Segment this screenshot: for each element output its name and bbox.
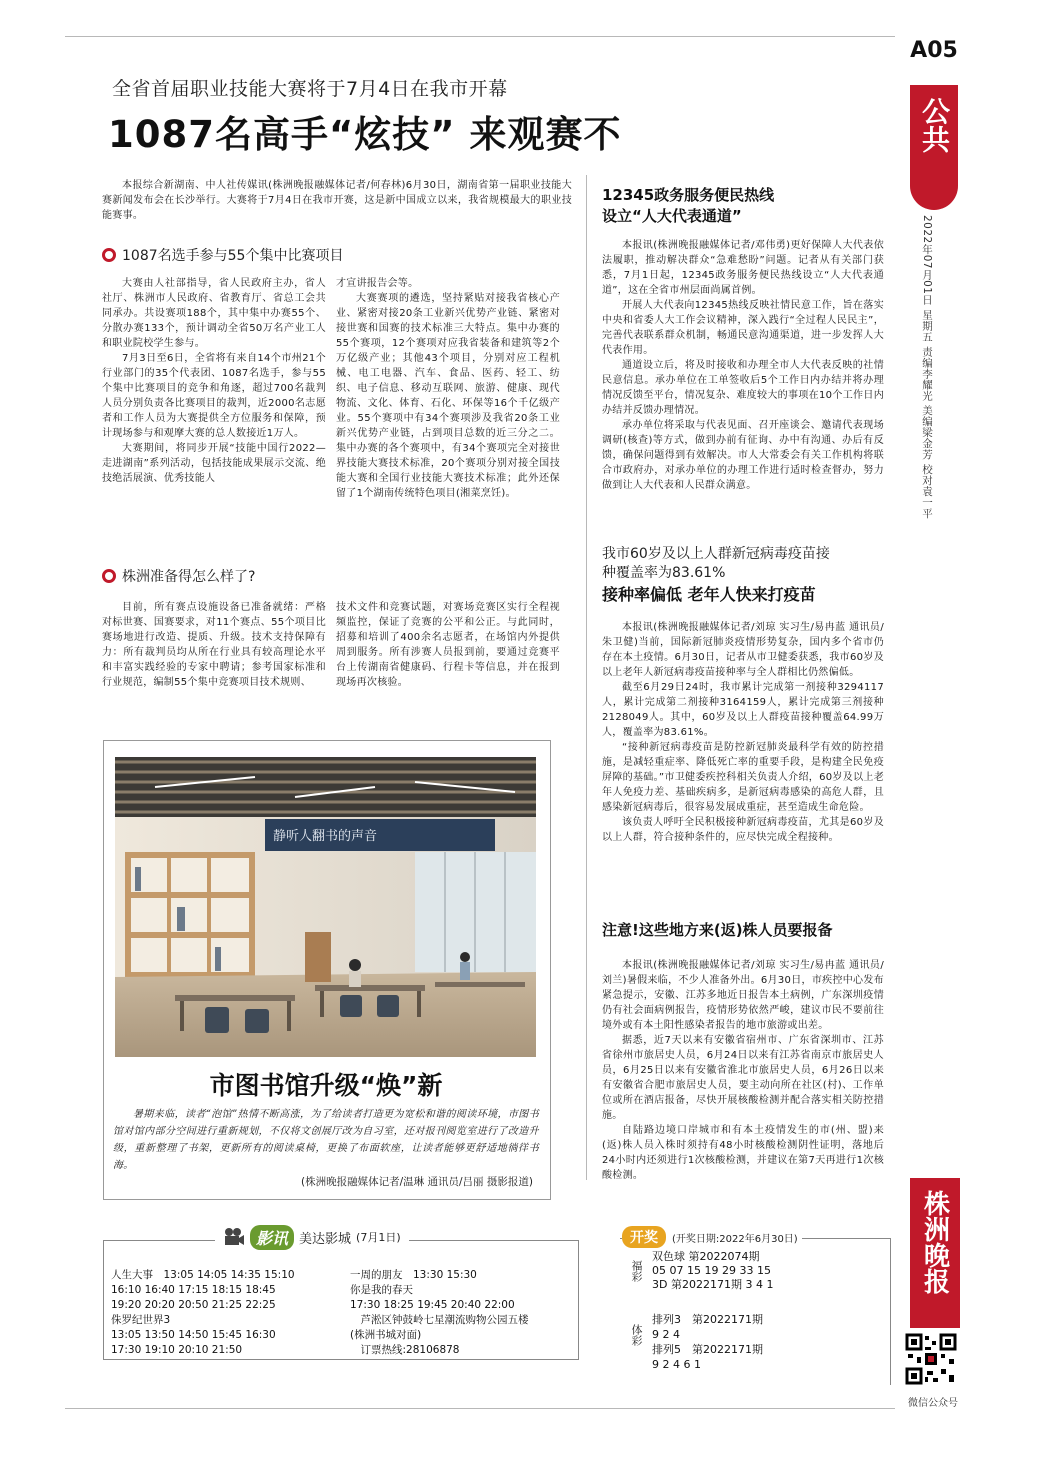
section-heading-2 xyxy=(102,566,255,586)
article-vaccine-title-line1: 我市60岁及以上人群新冠病毒疫苗接 xyxy=(602,546,830,562)
paragraph: 本报讯(株洲晚报融媒体记者/刘琼 实习生/易冉蓝 通讯员/朱卫健)当前，国际新冠肺炎疫情形势复杂，国内多个省市仍存在本土疫情。6月30日，记者从市卫健委获悉，我市60岁及以上老年人新冠病毒疫苗接种率与全人群相比仍然偏低。 xyxy=(602,622,884,678)
sec1-col2 xyxy=(336,276,560,562)
lottery-line: 05 07 15 19 29 33 15 xyxy=(652,1264,771,1277)
lottery-draw-date: (开奖日期:2022年6月30日) xyxy=(672,1233,798,1245)
cinema-schedule-left xyxy=(111,1268,343,1358)
article-report-headline xyxy=(602,920,892,941)
lottery-line: 3D 第2022171期 3 4 1 xyxy=(652,1278,774,1291)
qr-caption: 微信公众号 xyxy=(908,1398,958,1409)
photo-story-caption: 暑期来临，读者“泡馆”热情不断高涨，为了给读者打造更为宽松和谐的阅读环境，市图书馆对馆内部分空间进行重新规划，不仅将文创展厅改为自习室，还对报刊阅览室进行了改造升级，重新整理了书架，更新所有的阅读桌椅，更换了布面软座，让读者能够更舒适地徜徉书海。 xyxy=(113,1109,539,1171)
article-vaccine-title-line2: 种覆盖率为83.61% xyxy=(602,565,726,581)
article-12345-body xyxy=(602,238,884,528)
schedule-line: 17:30 19:10 20:10 21:50 xyxy=(111,1344,243,1356)
bottom-rule xyxy=(65,1408,895,1409)
paragraph: 7月3日至6日，全省将有来自14个市州21个行业部门的35个代表团、1087名选手，参与55个集中比赛项目的竞争和角逐，超过700名裁判人员分别负责各比赛项目的裁判，近2000名志愿者和工作人员为大赛提供全方位服务和保障，预计现场参与和观摩大赛的总人数接近1万人。 xyxy=(102,353,326,439)
lottery-line: 9 2 4 xyxy=(652,1328,680,1341)
article-12345-title-line2: 设立“人大代表通道” xyxy=(602,207,742,225)
sec2-col1 xyxy=(102,600,326,720)
photo-credit: (株洲晚报融媒体记者/温琳 通讯员/吕丽 摄影报道) xyxy=(301,1176,533,1188)
paragraph: 大赛由人社部指导，省人民政府主办，省人社厅、株洲市人民政府、省教育厅、省总工会共同承办。共设赛项188个，其中集中办赛55个、分散办赛133个，预计调动全省50万名产业工人和职业院校学生参与。 xyxy=(102,278,326,349)
paragraph: 技术文件和竞赛试题，对赛场竞赛区实行全程视频监控，保证了竞赛的公平和公正。与此同时，招募和培训了400余名志愿者，在场馆内外提供周到服务。所有涉赛人员报到前，要通过竞赛平台上传湖南省健康码、行程卡等信息，并在报到现场再次核验。 xyxy=(336,602,560,688)
masthead-logo-text: 株洲晚报 xyxy=(919,1190,950,1294)
section-heading-1 xyxy=(102,245,343,265)
sec1-col1 xyxy=(102,276,326,562)
paragraph: 本报讯(株洲晚报融媒体记者/刘琼 实习生/易冉蓝 通讯员/刘兰)暑假来临，不少人准备外出。6月30日，市疾控中心发布紧急提示，安徽、江苏多地近日报告本土病例，广东深圳疫情仍有社会面病例报告，疫情形势依然严峻，建议市民不要前往境外或有本土阳性感染者报告的地市旅游或出差。 xyxy=(602,960,884,1031)
lead-intro xyxy=(102,178,572,223)
paragraph: 开展人大代表向12345热线反映社情民意工作，旨在落实中央和省委人大工作会议精神，深入践行“全过程人民民主”，完善代表联系群众机制，畅通民意沟通渠道，进一步发挥人大代表作用。 xyxy=(602,300,884,356)
schedule-line: 你是我的春天 xyxy=(350,1284,413,1296)
library-photo xyxy=(115,757,536,1057)
column-divider xyxy=(586,175,587,1180)
lottery-line: 排列3 第2022171期 xyxy=(652,1313,763,1326)
paragraph: 承办单位将采取与代表见面、召开座谈会、邀请代表现场调研(核查)等方式，做到办前有征询、办中有沟通、办后有反馈，确保问题得到有效解决。市人大常委会有关工作机构将联合市政府办，对承办单位的办理工作进行适时检查督办，努力做到让人大代表和人民群众满意。 xyxy=(602,420,884,491)
schedule-line: 侏罗纪世界3 xyxy=(111,1314,171,1326)
paragraph: 本报讯(株洲晚报融媒体记者/邓伟勇)更好保障人大代表依法履职，推动解决群众“急难愁盼”问题。记者从有关部门获悉，7月1日起，12345政务服务便民热线设立“人大代表通道”，这在全省市州层面尚属首例。 xyxy=(602,240,884,296)
schedule-line: 芦淞区钟鼓岭七星潮流购物公园五楼 xyxy=(350,1314,529,1326)
qr-code xyxy=(905,1333,957,1385)
lead-title: 1087名高手“炫技” 来观赛不 xyxy=(108,113,622,156)
lottery-label: 开奖 xyxy=(622,1226,666,1248)
sports-results xyxy=(652,1312,763,1372)
schedule-line: 19:20 20:20 20:50 21:25 22:25 xyxy=(111,1299,276,1311)
circle-bullet-icon xyxy=(102,569,116,583)
dateline: 2022年07月01日 星期五 责编李耀光 美编梁金芳 校对袁一平 xyxy=(921,215,933,519)
lottery-line: 双色球 第2022074期 xyxy=(652,1250,760,1263)
lead-kicker: 全省首届职业技能大赛将于7月4日在我市开幕 xyxy=(112,78,508,100)
section-heading-1-text: 1087名选手参与55个集中比赛项目 xyxy=(122,248,344,264)
article-vaccine-title-line3: 接种率偏低 老年人快来打疫苗 xyxy=(602,585,816,604)
circle-bullet-icon xyxy=(102,248,116,262)
page-number: A05 xyxy=(910,38,958,63)
cinema-logo-text: 影讯 xyxy=(250,1225,294,1250)
paragraph: 目前，所有赛点设施设备已准备就绪：严格对标世赛、国赛要求，对11个赛点、55个项目比赛场地进行改造、提质、升级。技术支持保障有力：所有裁判员均从所在行业具有较高理论水平和丰富实践经验的专家中聘请；参考国家标准和行业规范，编制55个集中竞赛项目技术规则、 xyxy=(102,602,326,688)
schedule-line: 17:30 18:25 19:45 20:40 22:00 xyxy=(350,1299,515,1311)
sports-label: 体彩 xyxy=(630,1324,643,1346)
section-badge xyxy=(910,85,958,210)
photo-sign-text: 静听人翻书的声音 xyxy=(273,829,378,844)
article-12345-headline xyxy=(602,185,892,227)
photo-story-title: 市图书馆升级“焕”新 xyxy=(209,1071,443,1100)
lottery-header xyxy=(622,1226,802,1248)
cinema-schedule-right xyxy=(350,1268,572,1358)
welfare-label: 福彩 xyxy=(630,1260,643,1282)
schedule-line: 一周的朋友 13:30 15:30 xyxy=(350,1269,477,1281)
paragraph: 截至6月29日24时，我市累计完成第一剂接种3294117人，累计完成第二剂接种3164159人，累计完成第三剂接种2128049人。其中，60岁及以上人群疫苗接种覆盖64.99万人，覆盖率为83.61%。 xyxy=(602,682,884,738)
section-label: 公共 xyxy=(918,97,951,153)
top-rule xyxy=(65,36,895,37)
article-vaccine-body xyxy=(602,620,884,910)
paragraph: 大赛期间，将同步开展“技能中国行2022—走进湖南”系列活动，包括技能成果展示交流、绝技绝活展演、优秀技能人 xyxy=(102,443,326,484)
schedule-line: (株洲书城对面) xyxy=(350,1329,422,1341)
cinema-date: (7月1日) xyxy=(356,1231,401,1244)
photo-story-caption-block xyxy=(113,1106,539,1174)
schedule-line: 13:05 13:50 14:50 15:45 16:30 xyxy=(111,1329,276,1341)
paragraph: 大赛赛项的遴选，坚持紧贴对接我省核心产业、紧密对接20条工业新兴优势产业链、紧密对接世赛和国赛的技术标准三大特点。集中办赛的55个赛项，12个赛项对应我省装备和建筑等2个万亿级产业；其他43个项目，分别对应工程机械、电工电器、汽车、食品、医药、轻工、纺织、电子信息、移动互联网、旅游、健康、现代物流、文化、体育、石化、环保等16个千亿级产业。55个赛项中有34个赛项涉及我省20条工业新兴优势产业链，占到项目总数的近三分之二。集中办赛的各个赛项中，有34个赛项完全对接世界技能大赛技术标准，20个赛项分别对接全国技能大赛和全国行业技能大赛技术标准；此外还保留了1个湖南传统特色项目(湘菜烹饪)。 xyxy=(336,293,560,499)
lottery-line: 9 2 4 6 1 xyxy=(652,1358,701,1371)
article-12345-title-line1: 12345政务服务便民热线 xyxy=(602,186,775,204)
cinema-name: 美达影城 xyxy=(299,1231,352,1247)
schedule-line: 人生大事 13:05 14:05 14:35 15:10 xyxy=(111,1269,295,1281)
paragraph: 通道设立后，将及时接收和办理全市人大代表反映的社情民意信息。承办单位在工单签收后5个工作日内办结并将办理情况反馈至平台，情况复杂、难度较大的事项在10个工作日内办结并反馈办理情况。 xyxy=(602,360,884,416)
section-heading-2-text: 株洲准备得怎么样了? xyxy=(122,569,256,585)
paragraph: 据悉，近7天以来有安徽省宿州市、广东省深圳市、江苏省徐州市旅居史人员，6月24日以来有江苏省南京市旅居史人员，6月25日以来有安徽省淮北市旅居史人员，6月26日以来有安徽省合肥市旅居史人员，要主动向所在社区(村)、工作单位或所在酒店报备，尽快开展核酸检测并配合落实相关防控措施。 xyxy=(602,1035,884,1121)
lead-intro-text: 本报综合新湖南、中人社传媒讯(株洲晚报融媒体记者/何春林)6月30日，湖南省第一届职业技能大赛新闻发布会在长沙举行。大赛将于7月4日在我市开赛，这是新中国成立以来，我省规模最大的职业技能赛事。 xyxy=(102,180,572,221)
paragraph: 才宣讲报告会等。 xyxy=(336,278,419,289)
film-camera-icon xyxy=(223,1227,245,1247)
schedule-line: 订票热线:28106878 xyxy=(350,1344,460,1356)
schedule-line: 16:10 16:40 17:15 18:15 18:45 xyxy=(111,1284,276,1296)
lottery-line: 排列5 第2022171期 xyxy=(652,1343,763,1356)
welfare-results xyxy=(652,1250,773,1292)
cinema-header xyxy=(215,1224,409,1250)
sec2-col2 xyxy=(336,600,560,720)
paragraph: “接种新冠病毒疫苗是防控新冠肺炎最科学有效的防控措施，是减轻重症率、降低死亡率的重要手段，是构建全民免疫屏障的基础。”市卫健委疾控科相关负责人介绍，60岁及以上老年人免疫力差、基础疾病多，是新冠病毒感染的高危人群，且感染新冠病毒后，很容易发展成重症，甚至造成生命危险。 xyxy=(602,742,884,813)
article-report-title: 注意!这些地方来(返)株人员要报备 xyxy=(602,921,833,939)
paragraph: 该负责人呼吁全民积极接种新冠病毒疫苗，尤其是60岁及以上人群，符合接种条件的，应尽快完成全程接种。 xyxy=(602,817,884,843)
masthead-logo xyxy=(910,1178,960,1328)
paragraph: 自陆路边境口岸城市和有本土疫情发生的市(州、盟)来(返)株人员入株时须持有48小时核酸检测阴性证明，落地后24小时内还须进行1次核酸检测，并建议在第7天再进行1次核酸检测。 xyxy=(602,1125,884,1180)
article-vaccine-headline xyxy=(602,545,892,607)
article-report-body xyxy=(602,958,884,1180)
